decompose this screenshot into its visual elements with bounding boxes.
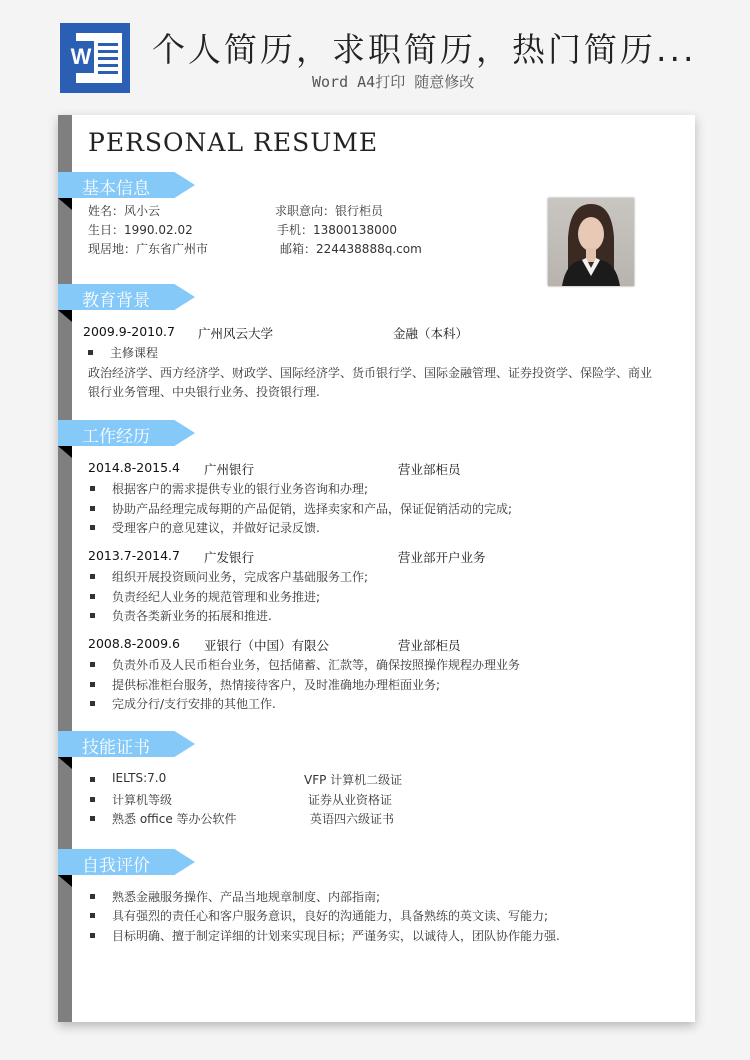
self-item: 熟悉金融服务操作、产品当地规章制度、内部指南; — [88, 888, 380, 905]
job-position: 营业部柜员 — [398, 462, 461, 477]
edu-period: 2009.9-2010.7 — [83, 324, 175, 339]
address-field: 现居地：广东省广州市 — [88, 242, 209, 256]
job-duty: 负责各类新业务的拓展和推进. — [88, 607, 272, 624]
section-basic-info — [58, 172, 195, 198]
job-company: 亚银行（中国）有限公 — [204, 638, 330, 653]
edu-school: 广州风云大学 — [198, 326, 274, 341]
word-icon — [60, 23, 130, 93]
job-company: 广州银行 — [204, 462, 255, 477]
resume-title: PERSONAL RESUME — [88, 128, 379, 157]
skill-item: 熟悉 office 等办公软件 — [88, 810, 237, 827]
header-title: 个人简历，求职简历，热门简历... — [152, 30, 697, 69]
section-education — [58, 284, 195, 310]
job-duty: 组织开展投资顾问业务，完成客户基础服务工作; — [88, 568, 368, 585]
section-self-eval — [58, 849, 195, 875]
skill-item: 英语四六级证书 — [310, 812, 395, 826]
section-label: 自我评价 — [82, 856, 150, 876]
job-duty: 负责外币及人民币柜台业务，包括储蓄、汇款等，确保按照操作规程办理业务 — [88, 656, 520, 673]
skill-item: 计算机等级 — [88, 791, 172, 808]
section-label: 基本信息 — [82, 179, 150, 199]
job-duty: 协助产品经理完成每期的产品促销，选择卖家和产品，保证促销活动的完成; — [88, 500, 512, 517]
word-letter: W — [68, 41, 94, 73]
self-item: 具有强烈的责任心和客户服务意识，良好的沟通能力，具备熟练的英文读、写能力; — [88, 907, 548, 924]
phone-field: 手机：13800138000 — [277, 223, 397, 237]
job-position: 营业部柜员 — [398, 638, 461, 653]
courses-line2: 银行业务管理、中央银行业务、投资银行理. — [88, 385, 320, 399]
intent-field: 求职意向：银行柜员 — [275, 204, 384, 218]
email-field: 邮箱：224438888q.com — [280, 242, 422, 256]
skill-item: 证券从业资格证 — [308, 793, 393, 807]
birth-field: 生日：1990.02.02 — [88, 223, 193, 237]
section-skills — [58, 731, 195, 757]
section-label: 教育背景 — [82, 291, 150, 311]
header-subtitle: Word A4打印 随意修改 — [312, 73, 475, 91]
course-title: 主修课程 — [86, 344, 158, 361]
section-work — [58, 420, 195, 446]
job-period: 2008.8-2009.6 — [88, 636, 180, 651]
job-duty: 根据客户的需求提供专业的银行业务咨询和办理; — [88, 480, 368, 497]
section-label: 工作经历 — [82, 427, 150, 447]
self-item: 目标明确、擅于制定详细的计划来实现目标；严谨务实，以诚待人，团队协作能力强. — [88, 927, 560, 944]
profile-photo — [548, 198, 634, 286]
job-duty: 完成分行/支行安排的其他工作. — [88, 695, 276, 712]
job-duty: 提供标准柜台服务，热情接待客户，及时准确地办理柜面业务; — [88, 676, 440, 693]
job-duty: 受理客户的意见建议，并做好记录反馈. — [88, 519, 320, 536]
courses-line1: 政治经济学、西方经济学、财政学、国际经济学、货币银行学、国际金融管理、证券投资学、保险学、商业 — [88, 366, 653, 380]
skill-item: VFP 计算机二级证 — [304, 773, 403, 787]
job-position: 营业部开户业务 — [398, 550, 486, 565]
job-company: 广发银行 — [204, 550, 255, 565]
skill-item: IELTS:7.0 — [88, 771, 166, 785]
section-label: 技能证书 — [82, 738, 150, 758]
job-period: 2013.7-2014.7 — [88, 548, 180, 563]
job-period: 2014.8-2015.4 — [88, 460, 180, 475]
job-duty: 负责经纪人业务的规范管理和业务推进; — [88, 588, 320, 605]
name-field: 姓名：风小云 — [88, 204, 161, 218]
edu-major: 金融（本科） — [393, 326, 469, 341]
